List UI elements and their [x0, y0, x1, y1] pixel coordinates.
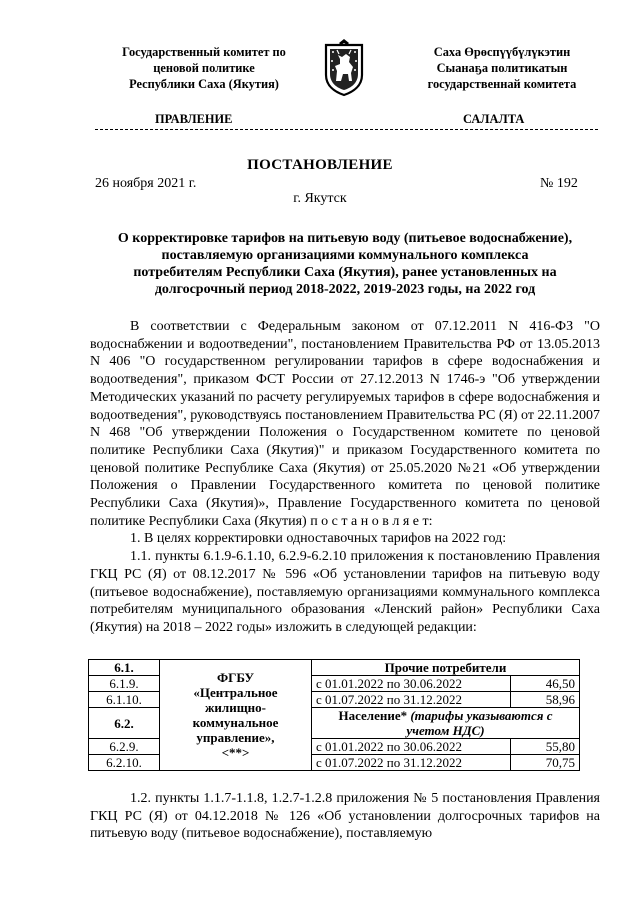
- section-label: [312, 708, 580, 739]
- row-code: 6.1.9.: [89, 676, 160, 692]
- tariff-table: [88, 659, 580, 771]
- issuer-name-yakut: [402, 44, 602, 92]
- clause-1-2: 1.2. пункты 1.1.7-1.1.8, 1.2.7-1.2.8 приложения № 5 постановления Правления ГКЦ РС (Я) от 04.12.2018 № 126 «Об установлении долгосрочных тарифов на питьевую воду (питьевое водоснабжение), поставляемую: [90, 791, 600, 842]
- issuer-line: Республики Саха (Якутия): [129, 77, 279, 91]
- department-label-yakut: САЛАЛТА: [463, 112, 525, 126]
- row-period: с 01.07.2022 по 31.12.2022: [312, 692, 511, 708]
- document-body: [90, 318, 600, 637]
- table-row: [89, 660, 580, 676]
- organization-line: <**>: [221, 745, 250, 760]
- department-label-russian: ПРАВЛЕНИЕ: [155, 112, 233, 126]
- row-period: с 01.01.2022 по 30.06.2022: [312, 676, 511, 692]
- issuer-line: Сыанаҕа политикатын: [436, 61, 568, 75]
- clause-1: 1. В целях корректировки одноставочных тарифов на 2022 год:: [130, 531, 507, 547]
- organization-line: жилищно-: [205, 700, 266, 715]
- row-period: с 01.07.2022 по 31.12.2022: [312, 755, 511, 771]
- row-code: 6.1.10.: [89, 692, 160, 708]
- document-city: г. Якутск: [293, 191, 347, 206]
- issuer-line: государственнай комитета: [427, 77, 577, 91]
- section-label-note: (тарифы указываются с учетом НДС): [406, 708, 553, 738]
- organization-line: «Центральное: [193, 685, 278, 700]
- row-value: 58,96: [511, 692, 580, 708]
- issuer-line: Государственный комитет по: [122, 45, 286, 59]
- row-value: 46,50: [511, 676, 580, 692]
- organization-line: управление»,: [196, 730, 275, 745]
- subject-line: О корректировке тарифов на питьевую воду (питьевое водоснабжение),: [117, 231, 573, 246]
- row-period: с 01.01.2022 по 30.06.2022: [312, 739, 511, 755]
- organization-line: ФГБУ: [216, 670, 255, 685]
- row-code: 6.2.10.: [89, 755, 160, 771]
- section-code: 6.2.: [89, 708, 160, 739]
- row-value: 70,75: [511, 755, 580, 771]
- section-label: Прочие потребители: [312, 660, 580, 676]
- document-body-continued: [90, 790, 600, 843]
- subject-line: поставляемую организациями коммунального комплекса: [161, 248, 529, 263]
- subject-line: потребителям Республики Саха (Якутия), ранее установленных на: [133, 265, 557, 280]
- document-title: ПОСТАНОВЛЕНИЕ: [247, 157, 393, 173]
- row-value: 55,80: [511, 739, 580, 755]
- issuer-line: Саха Өрөспүүбүлүкэтин: [433, 45, 571, 59]
- document-subject: [90, 230, 600, 298]
- organization-cell: [160, 660, 312, 771]
- subject-line: долгосрочный период 2018-2022, 2019-2023 годы, на 2022 год: [154, 282, 536, 297]
- preamble-paragraph: В соответствии с Федеральным законом от 07.12.2011 N 416-ФЗ "О водоснабжении и водоотведении", постановлением Правительства РФ от 13.05.2013 N 406 "О государственном регулировании тарифов в сфере водоснабжения и водоотведения", приказом ФСТ России от 27.12.2013 N 1746-э "Об утверждении Методических указаний по расчету регулируемых тарифов в сфере водоснабжения и водоотведения", руководствуясь постановлением Правительства РС (Я) от 22.11.2007 N 468 "Об утверждении Положения о Государственном комитете по ценовой политике Республики Саха (Якутия)" и приказом Государственного комитета по ценовой политике Республике Саха (Якутия) от 25.05.2020 №21 «Об утверждении Положения о Правлении Государственного комитета по ценовой политике Республики Саха (Якутия)», Правление Государственного комитета по ценовой политике Республики Саха (Якутия) п о с т а н о в л я е т:: [90, 319, 600, 529]
- clause-1-1: 1.1. пункты 6.1.9-6.1.10, 6.2.9-6.2.10 приложения к постановлению Правления ГКЦ РС (Я) от 08.12.2017 № 596 «Об установлении тарифов на питьевую воду (питьевое водоснабжение), поставляемую организациями коммунального комплекса потребителям муниципального образования «Ленский район» Республики Саха (Якутия) на 2018 – 2022 годы» изложить в следующей редакции:: [90, 549, 600, 635]
- document-number: № 192: [540, 176, 578, 191]
- coat-of-arms-icon: [319, 37, 369, 97]
- section-label-main: Население*: [338, 708, 408, 723]
- row-code: 6.2.9.: [89, 739, 160, 755]
- header-divider: [95, 129, 598, 130]
- document-date: 26 ноября 2021 г.: [95, 176, 197, 191]
- issuer-line: ценовой политике: [153, 61, 255, 75]
- section-code: 6.1.: [89, 660, 160, 676]
- issuer-name-russian: [104, 44, 304, 92]
- organization-line: коммунальное: [192, 715, 279, 730]
